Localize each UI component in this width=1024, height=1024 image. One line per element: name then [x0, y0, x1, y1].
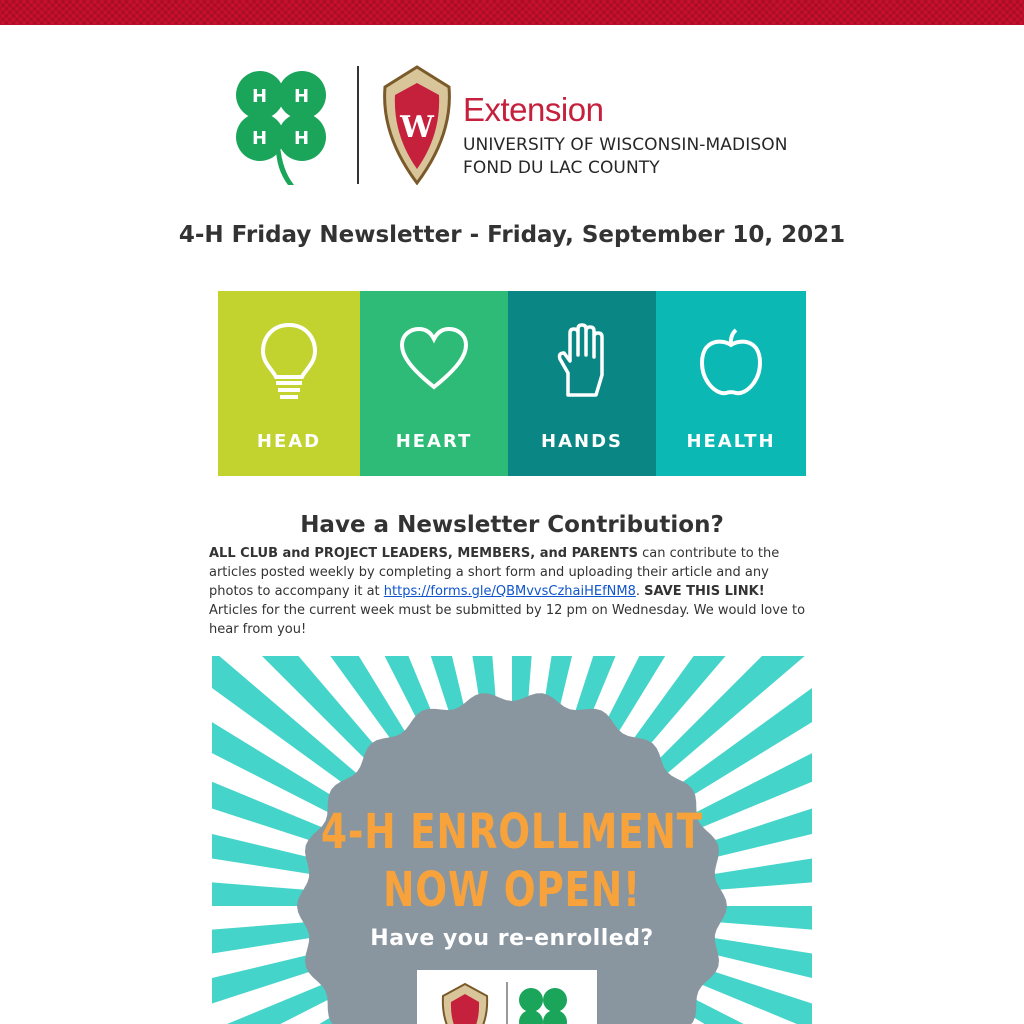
svg-text:H: H: [252, 128, 268, 149]
svg-text:W: W: [400, 110, 434, 145]
4h-clover-icon: [222, 65, 340, 185]
apple-icon: [698, 327, 764, 397]
save-link-note: SAVE THIS LINK!: [644, 584, 765, 599]
contribution-form-link[interactable]: https://forms.gle/QBMvvsCzhaiHEfNM8: [383, 584, 636, 599]
uw-crest-icon: [379, 65, 455, 185]
pillar-heart: [360, 291, 508, 476]
svg-text:H: H: [294, 86, 310, 107]
enrollment-headline-1: 4-H ENROLLMENT: [321, 804, 703, 860]
logo-divider: [357, 66, 359, 184]
svg-text:H: H: [294, 128, 310, 149]
header-accent-bar: [0, 0, 1024, 25]
pillar-hands: [508, 291, 656, 476]
lightbulb-icon: [254, 321, 324, 403]
enrollment-logos: [417, 970, 597, 1024]
enrollment-subtitle: Have you re-enrolled?: [370, 926, 654, 951]
enrollment-logo-card: [417, 970, 597, 1024]
hand-icon: [556, 323, 608, 397]
contribution-text-1: can contribute to the articles posted weekly by completing a short form and uploading their article and any photos to accompany it at: [209, 546, 780, 599]
university-name: UNIVERSITY OF WISCONSIN-MADISON: [463, 135, 788, 155]
pillar-label: HEALTH: [686, 431, 776, 452]
contribution-heading: Have a Newsletter Contribution?: [300, 512, 724, 538]
pillar-head: [218, 291, 360, 476]
4h-clover-icon: [519, 988, 567, 1024]
pillar-health: [656, 291, 806, 476]
county-name: FOND DU LAC COUNTY: [463, 158, 660, 178]
pillar-label: HANDS: [541, 431, 623, 452]
heart-icon: [399, 327, 469, 391]
four-h-pillars-banner: [218, 291, 806, 476]
enrollment-graphic: [212, 656, 812, 1024]
pillar-label: HEART: [395, 431, 473, 452]
contribution-lead: ALL CLUB and PROJECT LEADERS, MEMBERS, and PARENTS: [209, 546, 638, 561]
newsletter-title: 4-H Friday Newsletter - Friday, September 10, 2021: [178, 222, 846, 248]
header-logos: [222, 62, 812, 187]
extension-wordmark: Extension: [463, 91, 604, 128]
svg-text:H: H: [252, 86, 268, 107]
enrollment-headline-2: NOW OPEN!: [383, 862, 641, 918]
contribution-text-3: Articles for the current week must be submitted by 12 pm on Wednesday. We would love to hear from you!: [209, 603, 806, 637]
contribution-paragraph: [209, 544, 809, 639]
contribution-text-2: .: [635, 584, 645, 599]
pillar-label: HEAD: [256, 431, 322, 452]
